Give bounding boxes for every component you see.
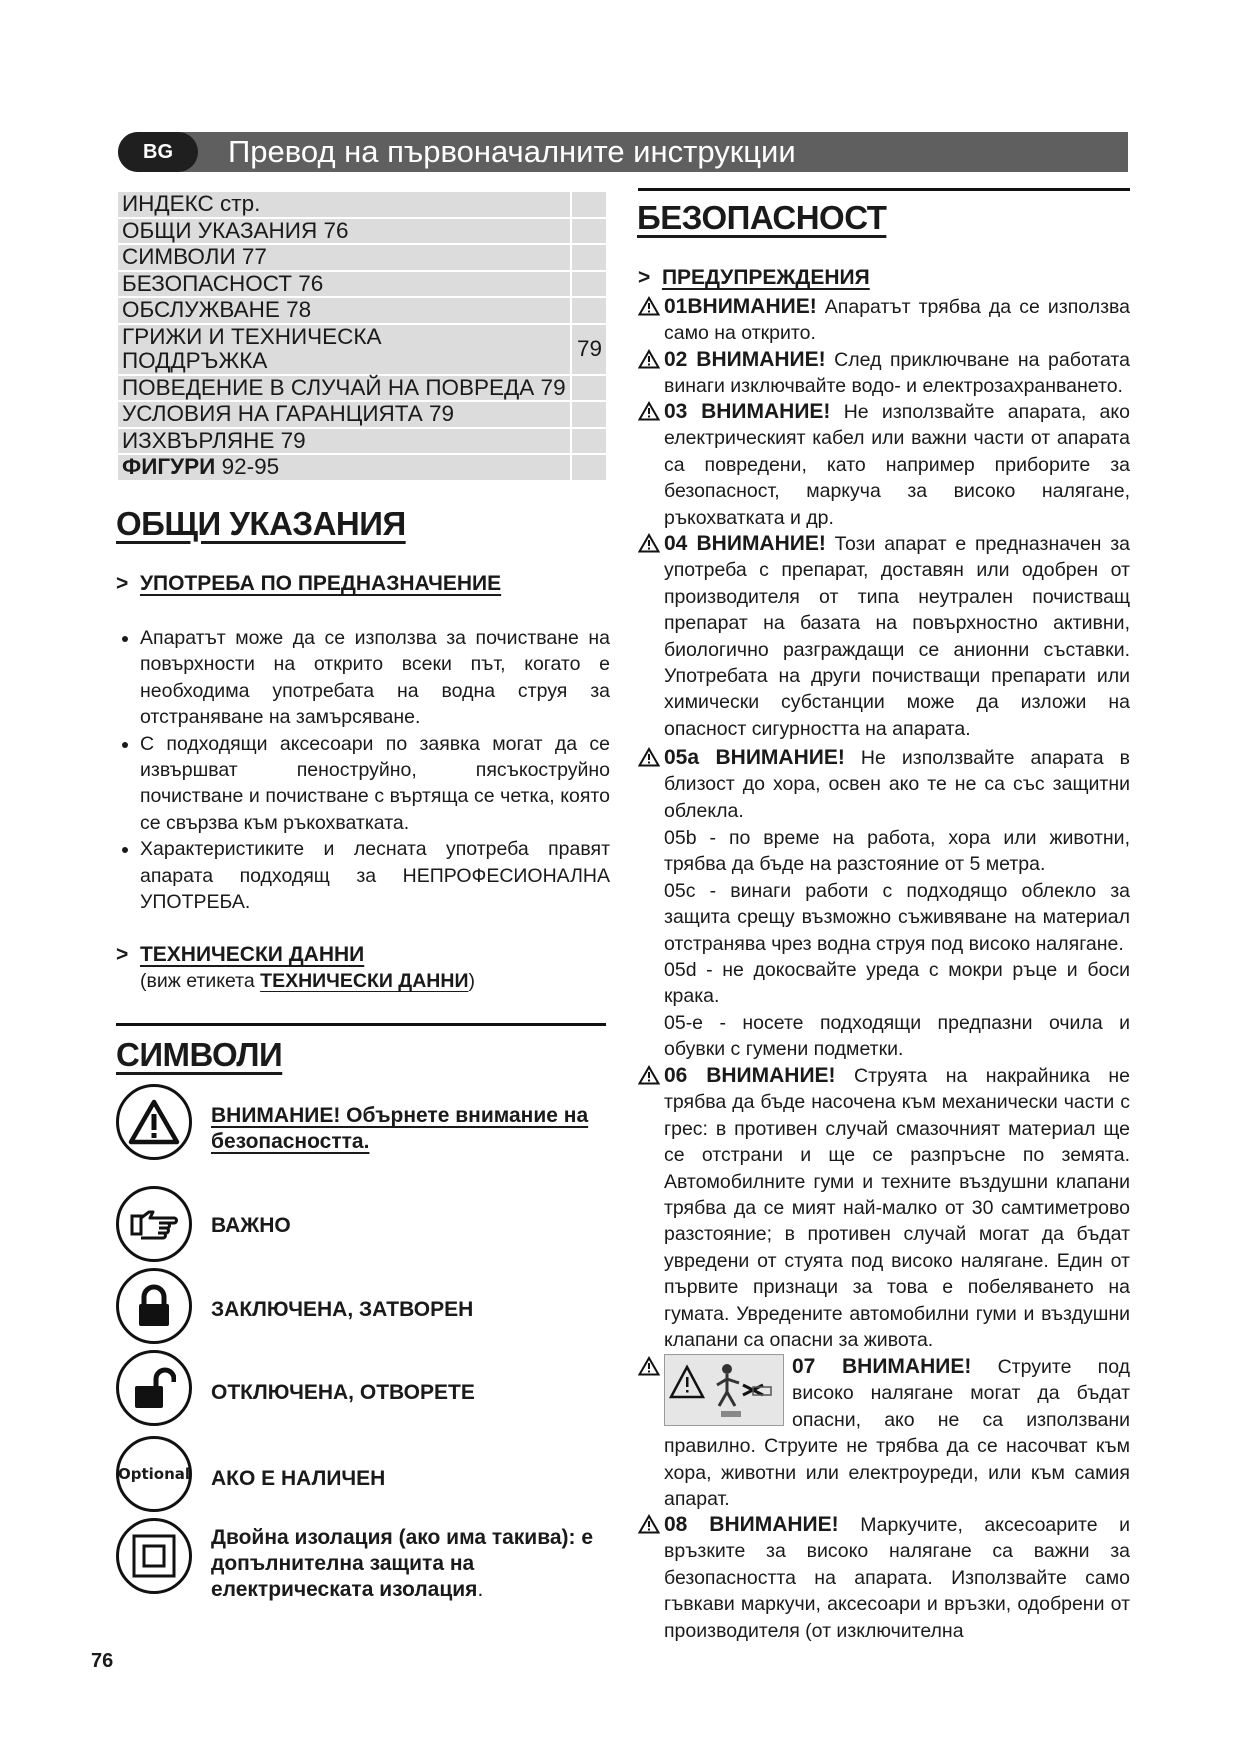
index-row (118, 192, 606, 217)
intended-use-list (118, 625, 610, 915)
list-item: • Характеристиките и лесната употреба правят апарата подходящ за НЕПРОФЕСИОНАЛНА УПОТРЕБА. (140, 836, 610, 915)
list-item: • Апаратът може да се използва за почистване на повърхности на открито всеки път, когато е необходима употребата на водна струя за отстраняване на замърсяване. (140, 625, 610, 731)
double-insulation-icon (116, 1518, 192, 1594)
index-page (570, 429, 606, 454)
warning-item: 01ВНИМАНИЕ! Апаратът трябва да се използва само на открито. (638, 294, 1130, 347)
index-row (118, 245, 606, 270)
index-row (118, 272, 606, 297)
index-page (570, 245, 606, 270)
tech-data-heading: > ТЕХНИЧЕСКИ ДАННИ (116, 943, 365, 966)
index-row (118, 429, 606, 454)
page-title: Превод на първоначалните инструкции (228, 134, 796, 169)
symbol-label-locked: ЗАКЛЮЧЕНА, ЗАТВОРЕН (211, 1298, 474, 1321)
optional-icon: Optional (116, 1436, 192, 1512)
index-label: ПОВЕДЕНИЕ В СЛУЧАЙ НА ПОВРЕДА 79 (118, 376, 570, 401)
symbol-label-double-insulation: Двойна изолация (ако има такива): е допълнителна защита на електрическата изолация. (211, 1526, 594, 1601)
warning-item: 02 ВНИМАНИЕ! След приключване на работата винаги изключвайте водо- и електрозахранването. (638, 347, 1130, 400)
warning-triangle-icon (638, 296, 660, 316)
index-page (570, 402, 606, 427)
warning-item: 07 ВНИМАНИЕ! Струите под високо налягане могат да бъдат опасни, ако не са използвани правилно. Струите не трябва да се насочват към хора, животни или електроуреди, или към самия апарат. (638, 1354, 1130, 1512)
index-row (118, 455, 606, 480)
warning-triangle-icon (116, 1084, 192, 1160)
index-row (118, 298, 606, 323)
sub-warning: 05-е - носете подходящи предпазни очила и обувки с гумени подметки. (664, 1012, 1130, 1061)
warning-triangle-icon (638, 1065, 660, 1085)
intended-use-heading: > УПОТРЕБА ПО ПРЕДНАЗНАЧЕНИЕ (116, 572, 502, 595)
section-divider (116, 1023, 606, 1026)
warnings-heading: > ПРЕДУПРЕЖДЕНИЯ (638, 266, 870, 289)
language-badge: BG (118, 132, 198, 172)
unlocked-padlock-icon (116, 1350, 192, 1426)
page-number: 76 (91, 1650, 114, 1672)
symbols-heading: СИМВОЛИ (116, 1036, 283, 1073)
section-divider (638, 188, 1130, 191)
warning-triangle-icon (638, 1356, 660, 1376)
index-label: ИЗХВЪРЛЯНЕ 79 (118, 429, 570, 454)
index-label: УСЛОВИЯ НА ГАРАНЦИЯТА 79 (118, 402, 570, 427)
warning-item: 03 ВНИМАНИЕ! Не използвайте апарата, ако електрическият кабел или важни части от апарата са повредени, като например приборите за безопасност, маркуча за високо налягане, ръкохватката и др. (638, 399, 1130, 531)
warning-triangle-icon (638, 747, 660, 767)
warning-item: 06 ВНИМАНИЕ! Струята на накрайника не трябва да бъде насочена към механически части с грес: в противен случай смазочният материал ще се отстрани и ще се разпръсне по земята. Автомобилните гуми и техните въздушни клапани трябва да се мият най-малко от 30 самтиметрово разстояние; в противен случай могат да бъдат увредени от стуята под високо налягане. Един от първите признаци за това е побеляването на гумата. Увредените автомобилни гуми и въздушни клапани са опасни за живота. (638, 1063, 1130, 1353)
index-page (570, 298, 606, 323)
index-page (570, 455, 606, 480)
list-item: • С подходящи аксесоари по заявка могат да се извършват пеноструйно, пясъкоструйно почистване и почистване с въртяща се четка, която се свързва към ръкохватката. (140, 731, 610, 837)
warning-triangle-icon (638, 401, 660, 421)
index-label: ФИГУРИ 92-95 (118, 455, 570, 480)
index-page (570, 376, 606, 401)
index-row (118, 325, 606, 374)
index-label: ОБЩИ УКАЗАНИЯ 76 (118, 219, 570, 244)
index-table (118, 190, 606, 482)
locked-padlock-icon (116, 1268, 192, 1344)
symbol-label-optional: АКО Е НАЛИЧЕН (211, 1467, 386, 1490)
warning-triangle-icon (638, 533, 660, 553)
sub-warning: 05d - не докосвайте уреда с мокри ръце и боси крака. (664, 959, 1130, 1008)
sub-warning: 05c - винаги работи с подходящо облекло за защита срещу възможно съживяване на материал отстранява чрез водна струя под високо налягане. (664, 880, 1130, 955)
index-page (570, 192, 606, 217)
warning-item: 08 ВНИМАНИЕ! Маркучите, аксесоарите и връзките за високо налягане са важни за безопасността на апарата. Използвайте само гъвкави маркучи, аксесоари и връзки, одобрени от производителя (от изключителна (638, 1512, 1130, 1644)
symbol-label-unlocked: ОТКЛЮЧЕНА, ОТВОРЕТЕ (211, 1381, 475, 1404)
jet-hazard-pictogram (664, 1354, 784, 1426)
index-label: ГРИЖИ И ТЕХНИЧЕСКА ПОДДРЪЖКА (118, 325, 570, 374)
index-label: ИНДЕКС стр. (118, 192, 570, 217)
general-heading: ОБЩИ УКАЗАНИЯ (116, 505, 406, 542)
index-page (570, 219, 606, 244)
sub-warning: 05b - по време на работа, хора или животни, трябва да бъде на разстояние от 5 метра. (664, 827, 1130, 876)
index-page (570, 272, 606, 297)
index-label: СИМВОЛИ 77 (118, 245, 570, 270)
warning-triangle-icon (638, 1514, 660, 1534)
warning-triangle-icon (638, 349, 660, 369)
safety-heading: БЕЗОПАСНОСТ (637, 199, 887, 236)
index-label: БЕЗОПАСНОСТ 76 (118, 272, 570, 297)
warning-item: 04 ВНИМАНИЕ! Този апарат е предназначен за употреба с препарат, доставян или одобрен от производителя от типа неутрален почистващ препарат на базата на повърхностно активни, биологично разграждащи се анионни съставки. Употребата на други почистващи препарати или химически субстанции може да изложи на опасност сигурността на апарата. (638, 531, 1130, 742)
index-row (118, 402, 606, 427)
index-row (118, 376, 606, 401)
pointing-hand-icon (116, 1186, 192, 1262)
symbol-label-important: ВАЖНО (211, 1214, 291, 1237)
index-row (118, 219, 606, 244)
index-page: 79 (570, 325, 606, 374)
tech-data-note: (виж етикета ТЕХНИЧЕСКИ ДАННИ) (140, 970, 475, 992)
symbol-label-warning: ВНИМАНИЕ! Обърнете внимание на безопасността. (211, 1104, 589, 1153)
warning-item: 05a ВНИМАНИЕ! Не използвайте апарата в близост до хора, освен ако те не са със защитни облекла. (638, 745, 1130, 824)
index-label: ОБСЛУЖВАНЕ 78 (118, 298, 570, 323)
